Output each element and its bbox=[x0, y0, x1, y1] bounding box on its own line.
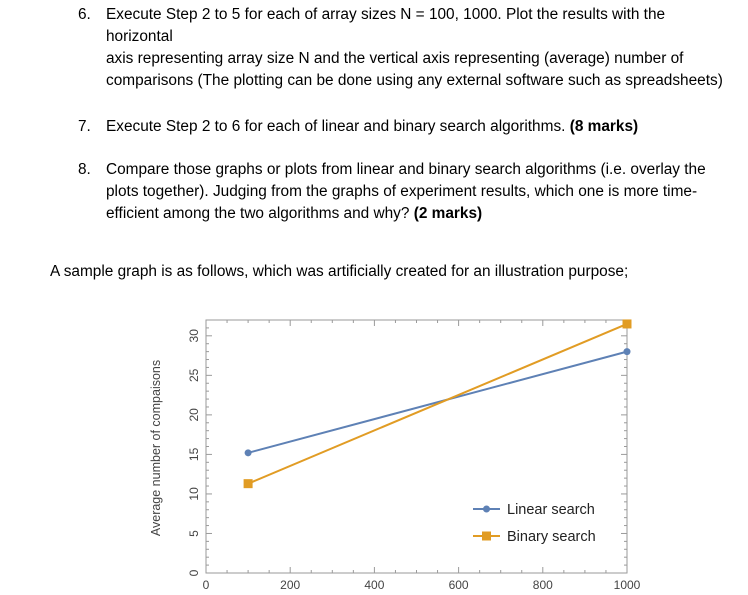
y-tick-label: 5 bbox=[187, 530, 201, 537]
data-point-circle bbox=[245, 449, 252, 456]
axis-tick-labels bbox=[187, 329, 640, 592]
x-tick-label: 0 bbox=[202, 578, 210, 592]
item-line: Execute Step 2 to 6 for each of linear and binary search algorithms. bbox=[106, 118, 566, 135]
y-tick-label: 10 bbox=[187, 487, 201, 501]
y-tick-label: 30 bbox=[187, 329, 201, 343]
y-tick-label: 15 bbox=[187, 447, 201, 462]
data-point-square bbox=[623, 319, 632, 328]
y-tick-label: 25 bbox=[187, 368, 201, 383]
item-text bbox=[106, 159, 731, 225]
item-number: 6. bbox=[78, 6, 91, 23]
item-number: 7. bbox=[78, 118, 91, 135]
series-line-binary-search bbox=[248, 324, 627, 484]
x-tick-label: 200 bbox=[280, 578, 301, 592]
sample-chart bbox=[140, 305, 640, 595]
legend-marker-circle bbox=[483, 506, 490, 513]
item-line: efficient among the two algorithms and why? bbox=[106, 205, 410, 222]
intro-text: A sample graph is as follows, which was artificially created for an illustration purpose; bbox=[50, 263, 629, 280]
item-number: 8. bbox=[78, 161, 91, 178]
legend-label-linear-search: Linear search bbox=[507, 502, 595, 518]
item-line-last bbox=[106, 203, 731, 225]
item-line: Execute Step 2 to 5 for each of array sizes N = 100, 1000. Plot the results with the horizontal bbox=[106, 6, 666, 45]
legend-label-binary-search: Binary search bbox=[507, 529, 596, 545]
data-point-square bbox=[244, 479, 253, 488]
item-line: axis representing array size N and the vertical axis representing (average) number of bbox=[106, 50, 684, 67]
y-tick-label: 20 bbox=[187, 408, 201, 422]
item-text bbox=[106, 116, 731, 138]
y-axis-label: Average number of compaisons bbox=[149, 359, 163, 537]
chart-legend bbox=[473, 502, 596, 545]
x-tick-label: 400 bbox=[364, 578, 385, 592]
x-tick-label: 800 bbox=[532, 578, 553, 592]
series-lines bbox=[248, 324, 627, 484]
legend-marker-square bbox=[482, 532, 491, 541]
marks-label: (8 marks) bbox=[569, 118, 639, 135]
item-line: plots together). Judging from the graphs of experiment results, which one is more time- bbox=[106, 183, 698, 200]
item-line: comparisons (The plotting can be done using any external software such as spreadsheets) bbox=[106, 72, 723, 89]
item-line: Compare those graphs or plots from linear and binary search algorithms (i.e. overlay the bbox=[106, 161, 706, 178]
x-tick-label: 1000 bbox=[613, 578, 640, 592]
marks-label: (2 marks) bbox=[413, 205, 483, 222]
y-tick-label: 0 bbox=[187, 569, 201, 577]
x-tick-label: 600 bbox=[448, 578, 469, 592]
item-text bbox=[106, 4, 731, 92]
series-line-linear-search bbox=[248, 352, 627, 453]
data-point-circle bbox=[624, 348, 631, 355]
